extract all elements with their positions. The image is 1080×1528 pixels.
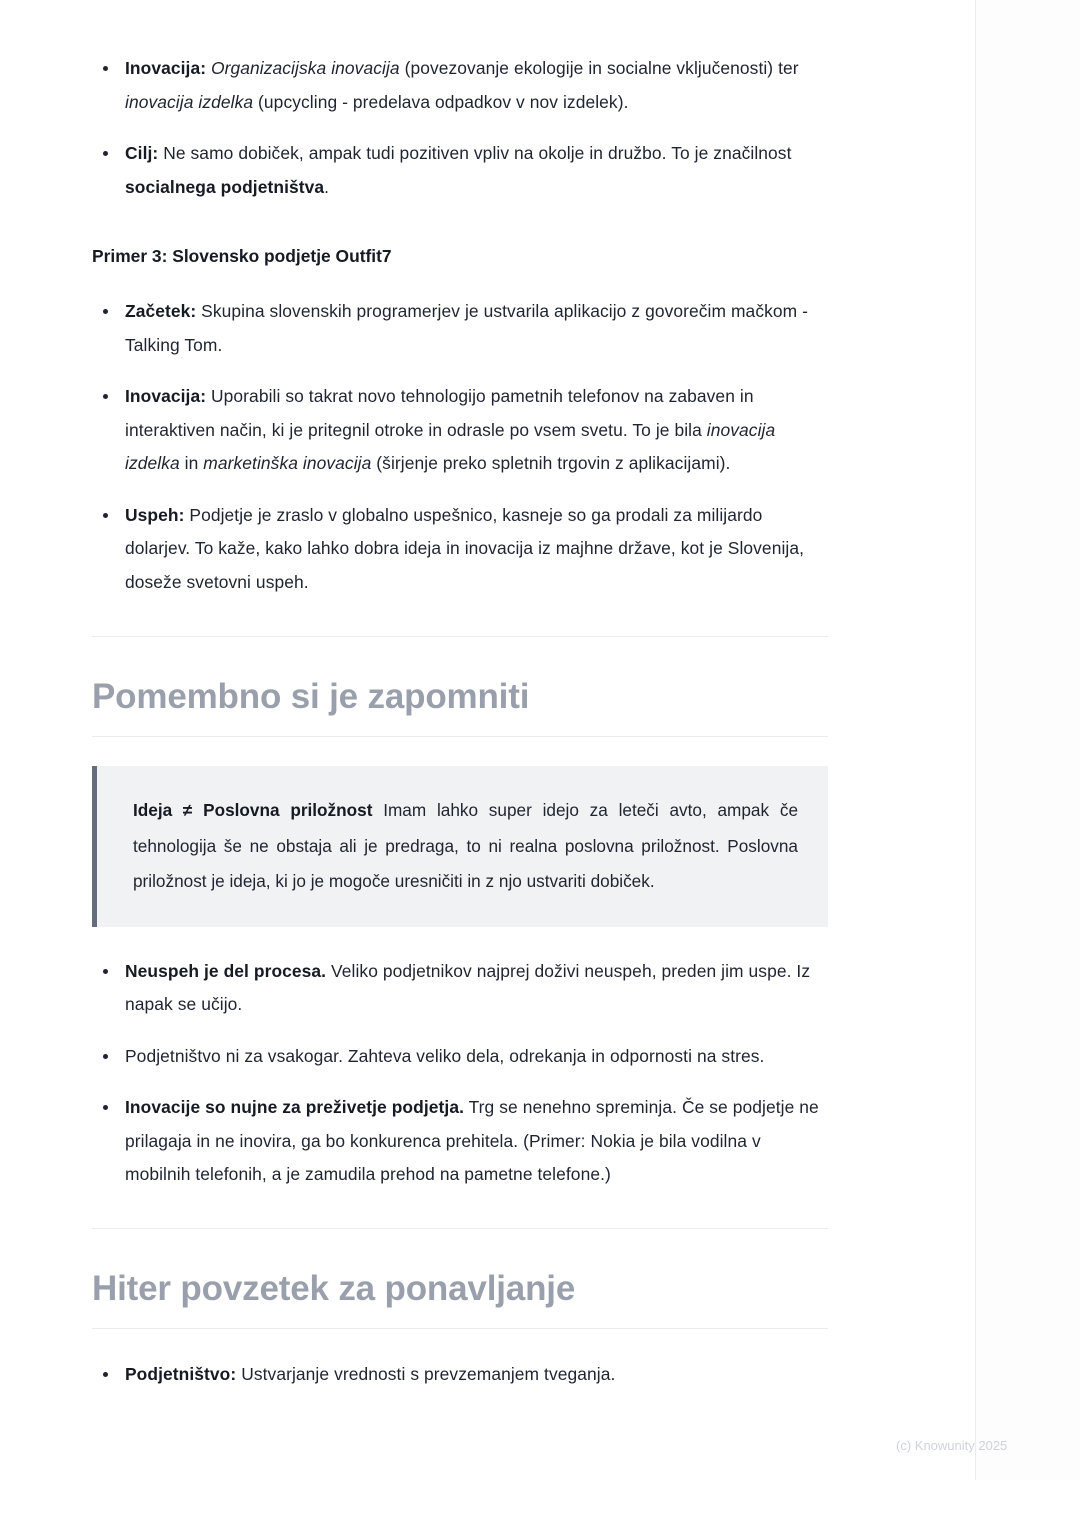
bullet-text: in: [179, 453, 204, 473]
remember-bullet-list: [92, 955, 828, 1192]
bullet-text: (širjenje preko spletnih trgovin z aplikacijami).: [371, 453, 731, 473]
callout-text: [133, 793, 798, 900]
bullet-text: Veliko podjetnikov najprej doživi neuspeh, preden jim uspe. Iz napak se učijo.: [125, 960, 811, 1014]
bullet-text: Uporabili so takrat novo tehnologijo pametnih telefonov na zabaven in interaktiven način, ki je pritegnil otroke in odrasle po vsem svetu. To je bila: [125, 386, 754, 440]
bullet-text: .: [324, 176, 330, 197]
bullet-lead-label: Inovacija:: [125, 58, 207, 78]
italic-term: inovacija izdelka: [125, 91, 254, 112]
list-item: [92, 955, 828, 1022]
bullet-text: Skupina slovenskih programerjev je ustvarila aplikacijo z govorečim mačkom - Talking Tom.: [125, 301, 809, 355]
list-item: [92, 380, 828, 481]
bullet-lead-label: Inovacije so nujne za preživetje podjetja.: [125, 1097, 465, 1117]
summary-bullet-list: [92, 1358, 828, 1392]
section-title: Pomembno si je zapomniti: [92, 677, 530, 716]
bullet-lead-label: Inovacija:: [125, 386, 207, 406]
italic-term: marketinška inovacija: [203, 453, 372, 473]
list-item: [92, 1040, 828, 1074]
section-summary: [92, 1228, 828, 1329]
bullet-text: (povezovanje ekologije in socialne vključenosti) ter: [399, 58, 799, 78]
list-item: [92, 1358, 828, 1392]
list-item: [92, 52, 828, 119]
bullet-text: Podjetništvo ni za vsakogar. Zahteva veliko dela, odrekanja in odpornosti na stres.: [125, 1045, 765, 1066]
document-content: [92, 0, 828, 1391]
bullet-lead-label: Cilj:: [125, 143, 159, 163]
section-remember: [92, 636, 828, 737]
section-title: Hiter povzetek za ponavljanje: [92, 1268, 576, 1308]
list-item: [92, 137, 828, 204]
intro-bullet-list: [92, 52, 828, 204]
list-item: [92, 499, 828, 600]
italic-term: inovacija izdelka: [125, 419, 776, 473]
primer3-bullet-list: [92, 295, 828, 599]
callout-box: [92, 766, 828, 927]
bullet-lead-label: Neuspeh je del procesa.: [125, 960, 327, 981]
bullet-lead-label: Uspeh:: [125, 504, 185, 525]
italic-term: Organizacijska inovacija: [211, 58, 400, 78]
primer3-heading: Primer 3: Slovensko podjetje Outfit7: [92, 246, 392, 266]
callout-lead-label: Ideja ≠ Poslovna priložnost: [133, 800, 373, 820]
bullet-text: Trg se nenehno spreminja. Če se podjetje ne prilagaja in ne inovira, ga bo konkurenca prehitela. (Primer: Nokia je bila vodilna v mobilnih telefonih, a je zamudila prehod na pametne telefone.): [125, 1097, 819, 1184]
list-item: [92, 295, 828, 362]
bold-term: socialnega podjetništva: [125, 176, 325, 197]
bullet-text: Ne samo dobiček, ampak tudi pozitiven vpliv na okolje in družbo. To je značilnost: [158, 143, 792, 163]
list-item: [92, 1091, 828, 1192]
bullet-text: (upcycling - predelava odpadkov v nov izdelek).: [253, 91, 629, 112]
page-outer-margin: [976, 0, 1080, 1480]
bullet-text: Podjetje je zraslo v globalno uspešnico, kasneje so ga prodali za milijardo dolarjev. To kaže, kako lahko dobra ideja in inovacija iz majhne države, kot je Slovenija, doseže svetovni uspeh.: [125, 504, 805, 592]
watermark: (c) Knowunity 2025: [896, 1438, 1008, 1453]
bullet-text: Ustvarjanje vrednosti s prevzemanjem tveganja.: [236, 1363, 616, 1384]
bullet-lead-label: Začetek:: [125, 301, 197, 321]
callout-body: Imam lahko super idejo za leteči avto, ampak če tehnologija še ne obstaja ali je predraga, to ni realna poslovna priložnost. Poslovna priložnost je ideja, ki jo je mogoče uresničiti in z njo ustvariti dobiček.: [133, 800, 798, 891]
bullet-lead-label: Podjetništvo:: [125, 1363, 237, 1384]
